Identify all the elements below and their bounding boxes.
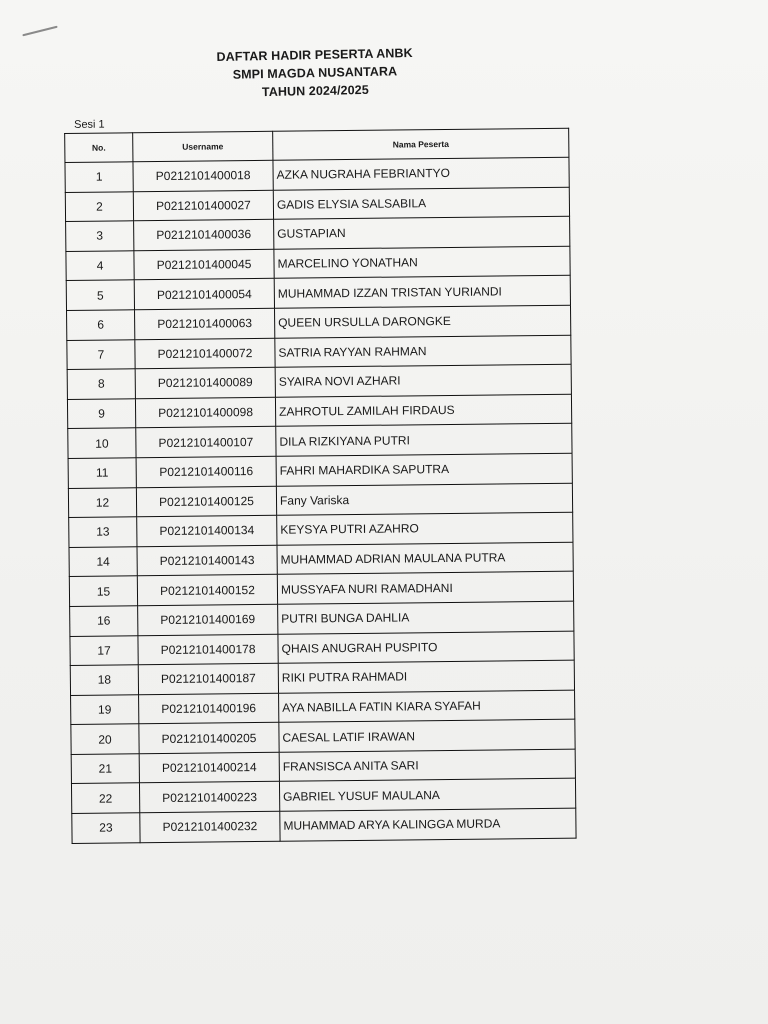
row-number: 12 — [68, 487, 136, 517]
row-nama-peserta: DILA RIZKIYANA PUTRI — [276, 424, 572, 457]
row-number: 11 — [68, 458, 136, 488]
title-line-1: DAFTAR HADIR PESERTA ANBK — [216, 45, 413, 65]
row-nama-peserta: SATRIA RAYYAN RAHMAN — [275, 335, 571, 368]
row-username: P0212101400063 — [135, 308, 275, 339]
header-no: No. — [65, 133, 133, 163]
row-number: 23 — [72, 813, 140, 843]
title-line-3: TAHUN 2024/2025 — [261, 82, 369, 100]
row-username: P0212101400089 — [135, 367, 275, 398]
row-number: 10 — [68, 428, 136, 458]
row-username: P0212101400143 — [137, 545, 277, 576]
row-username: P0212101400152 — [137, 575, 277, 606]
row-username: P0212101400134 — [137, 515, 277, 546]
row-number: 4 — [66, 251, 134, 281]
row-nama-peserta: RIKI PUTRA RAHMADI — [278, 660, 574, 693]
row-number: 17 — [70, 635, 138, 665]
row-nama-peserta: ZAHROTUL ZAMILAH FIRDAUS — [275, 394, 571, 427]
row-nama-peserta: QUEEN URSULLA DARONGKE — [275, 305, 571, 338]
row-nama-peserta: Fany Variska — [276, 483, 572, 516]
row-number: 2 — [65, 191, 133, 221]
row-number: 21 — [71, 754, 139, 784]
row-username: P0212101400027 — [133, 190, 273, 221]
row-nama-peserta: FRANSISCA ANITA SARI — [279, 749, 575, 782]
row-username: P0212101400196 — [139, 693, 279, 724]
row-username: P0212101400214 — [139, 752, 279, 783]
row-nama-peserta: MUHAMMAD ARYA KALINGGA MURDA — [280, 808, 576, 841]
row-username: P0212101400072 — [135, 338, 275, 369]
header-username: Username — [133, 131, 273, 161]
document-header — [194, 43, 435, 102]
row-nama-peserta: MUHAMMAD IZZAN TRISTAN YURIANDI — [274, 276, 570, 309]
row-number: 18 — [70, 665, 138, 695]
row-nama-peserta: FAHRI MAHARDIKA SAPUTRA — [276, 453, 572, 486]
session-label: Sesi 1 — [74, 118, 105, 131]
row-username: P0212101400098 — [135, 397, 275, 428]
row-nama-peserta: MUSSYAFA NURI RAMADHANI — [277, 572, 573, 605]
row-username: P0212101400036 — [134, 219, 274, 250]
row-username: P0212101400018 — [133, 160, 273, 191]
row-nama-peserta: CAESAL LATIF IRAWAN — [279, 719, 575, 752]
row-username: P0212101400054 — [134, 279, 274, 310]
table-row — [72, 808, 576, 843]
row-nama-peserta: GADIS ELYSIA SALSABILA — [273, 187, 569, 220]
row-number: 20 — [71, 724, 139, 754]
row-nama-peserta: AYA NABILLA FATIN KIARA SYAFAH — [279, 690, 575, 723]
title-line-2: SMPI MAGDA NUSANTARA — [232, 64, 398, 82]
row-username: P0212101400107 — [136, 427, 276, 458]
row-username: P0212101400223 — [139, 782, 279, 813]
row-number: 19 — [71, 694, 139, 724]
pen-mark — [22, 26, 57, 37]
row-number: 16 — [70, 606, 138, 636]
row-nama-peserta: MUHAMMAD ADRIAN MAULANA PUTRA — [277, 542, 573, 575]
row-nama-peserta: MARCELINO YONATHAN — [274, 246, 570, 279]
row-nama-peserta: GABRIEL YUSUF MAULANA — [279, 779, 575, 812]
attendance-sheet — [64, 112, 602, 843]
row-nama-peserta: QHAIS ANUGRAH PUSPITO — [278, 631, 574, 664]
row-number: 8 — [67, 369, 135, 399]
row-number: 14 — [69, 546, 137, 576]
row-nama-peserta: SYAIRA NOVI AZHARI — [275, 364, 571, 397]
table-body — [65, 157, 576, 843]
row-username: P0212101400125 — [136, 486, 276, 517]
row-number: 1 — [65, 162, 133, 192]
row-number: 9 — [67, 399, 135, 429]
row-number: 3 — [66, 221, 134, 251]
row-nama-peserta: GUSTAPIAN — [274, 216, 570, 249]
row-number: 7 — [67, 339, 135, 369]
row-username: P0212101400178 — [138, 634, 278, 665]
row-number: 22 — [71, 783, 139, 813]
row-number: 5 — [66, 280, 134, 310]
attendance-table — [64, 128, 576, 844]
row-nama-peserta: KEYSYA PUTRI AZAHRO — [277, 512, 573, 545]
header-nama-peserta: Nama Peserta — [273, 128, 569, 160]
row-username: P0212101400045 — [134, 249, 274, 280]
row-nama-peserta: PUTRI BUNGA DAHLIA — [278, 601, 574, 634]
row-number: 15 — [69, 576, 137, 606]
row-number: 6 — [67, 310, 135, 340]
row-number: 13 — [69, 517, 137, 547]
row-username: P0212101400187 — [138, 663, 278, 694]
row-username: P0212101400232 — [140, 811, 280, 842]
row-username: P0212101400116 — [136, 456, 276, 487]
row-nama-peserta: AZKA NUGRAHA FEBRIANTYO — [273, 157, 569, 190]
row-username: P0212101400169 — [138, 604, 278, 635]
row-username: P0212101400205 — [139, 723, 279, 754]
